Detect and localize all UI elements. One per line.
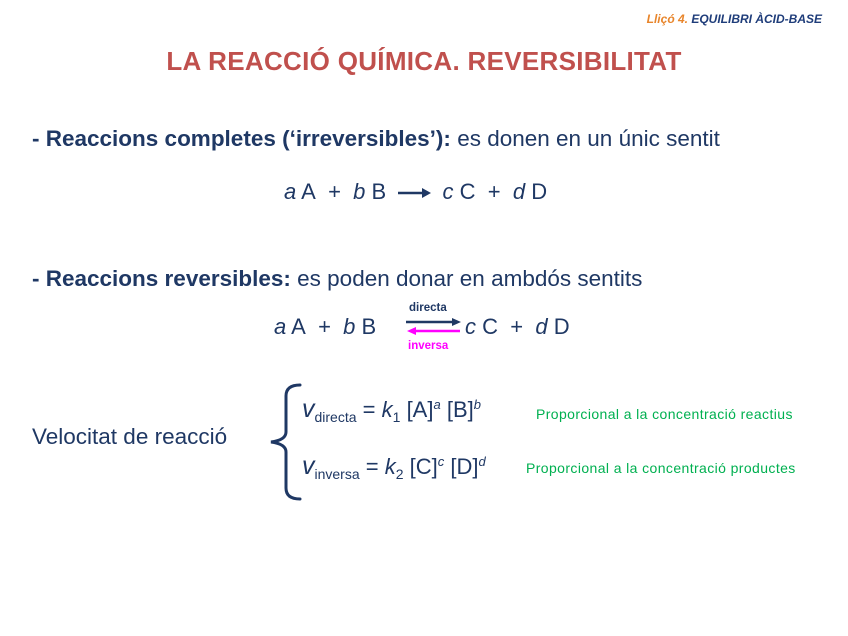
exponent-d: d [478, 454, 486, 469]
plus-sign: + [328, 179, 341, 204]
exponent-c: c [437, 454, 445, 469]
coef-d: d [512, 179, 526, 204]
rate-constant: k [384, 454, 396, 479]
coef-a: a [284, 179, 297, 204]
concentration-b: [B] [446, 397, 474, 422]
reverse-direction-label: inversa [408, 340, 449, 352]
plus-sign: + [318, 314, 331, 339]
rate-label: Velocitat de reacció [32, 424, 228, 449]
concentration-a: [A] [406, 397, 434, 422]
species-a: A [301, 179, 316, 204]
reversible-reactions-line [32, 266, 642, 292]
species-a: A [291, 314, 306, 339]
plus-sign: + [487, 179, 501, 204]
rate-constant-index: 1 [392, 409, 401, 425]
species-b: B [371, 179, 387, 204]
complete-reaction-equation [284, 179, 547, 205]
species-c: C [482, 314, 499, 339]
coef-b: b [343, 314, 356, 339]
species-d: D [531, 179, 548, 204]
direct-rate-note: Proporcional a la concentració reactius [536, 406, 793, 422]
complete-reactions-description: es donen en un únic sentit [457, 126, 720, 151]
inverse-rate-equation [302, 452, 486, 482]
rate-constant: k [381, 397, 393, 422]
equals-sign: = [362, 397, 376, 422]
coef-a: a [274, 314, 287, 339]
coef-c: c [442, 179, 454, 204]
direct-rate-equation [302, 395, 481, 425]
slide-title: LA REACCIÓ QUÍMICA. REVERSIBILITAT [166, 46, 682, 76]
forward-arrow-icon [394, 186, 434, 200]
complete-reactions-heading: - Reaccions completes (‘irreversibles’): [32, 126, 451, 151]
forward-direction-label: directa [409, 302, 447, 314]
lesson-number: Lliçó 4. [646, 12, 688, 26]
equilibrium-arrows-icon [404, 318, 464, 336]
lesson-topic: EQUILIBRI ÀCID-BASE [691, 12, 822, 26]
equals-sign: = [365, 454, 379, 479]
reversible-reactions-heading: - Reaccions reversibles: [32, 266, 291, 291]
coef-d: d [535, 314, 548, 339]
lesson-header [647, 12, 822, 26]
inverse-rate-note: Proporcional a la concentració productes [526, 460, 796, 476]
reversible-products [465, 314, 570, 340]
reversible-reactions-description: es poden donar en ambdós sentits [297, 266, 643, 291]
curly-brace-icon [266, 382, 306, 502]
exponent-a: a [433, 397, 441, 412]
coef-b: b [353, 179, 366, 204]
rate-constant-index: 2 [395, 466, 404, 482]
velocity-symbol: v [302, 452, 315, 480]
exponent-b: b [473, 397, 481, 412]
concentration-c: [C] [409, 454, 438, 479]
velocity-symbol: v [302, 395, 315, 423]
complete-reactions-line [32, 126, 720, 152]
species-d: D [553, 314, 570, 339]
reversible-reaction-equation [274, 314, 376, 340]
species-c: C [459, 179, 476, 204]
species-b: B [361, 314, 377, 339]
coef-c: c [465, 314, 476, 339]
velocity-subscript: inversa [314, 466, 360, 482]
concentration-d: [D] [450, 454, 479, 479]
velocity-subscript: directa [314, 409, 357, 425]
plus-sign: + [510, 314, 524, 339]
